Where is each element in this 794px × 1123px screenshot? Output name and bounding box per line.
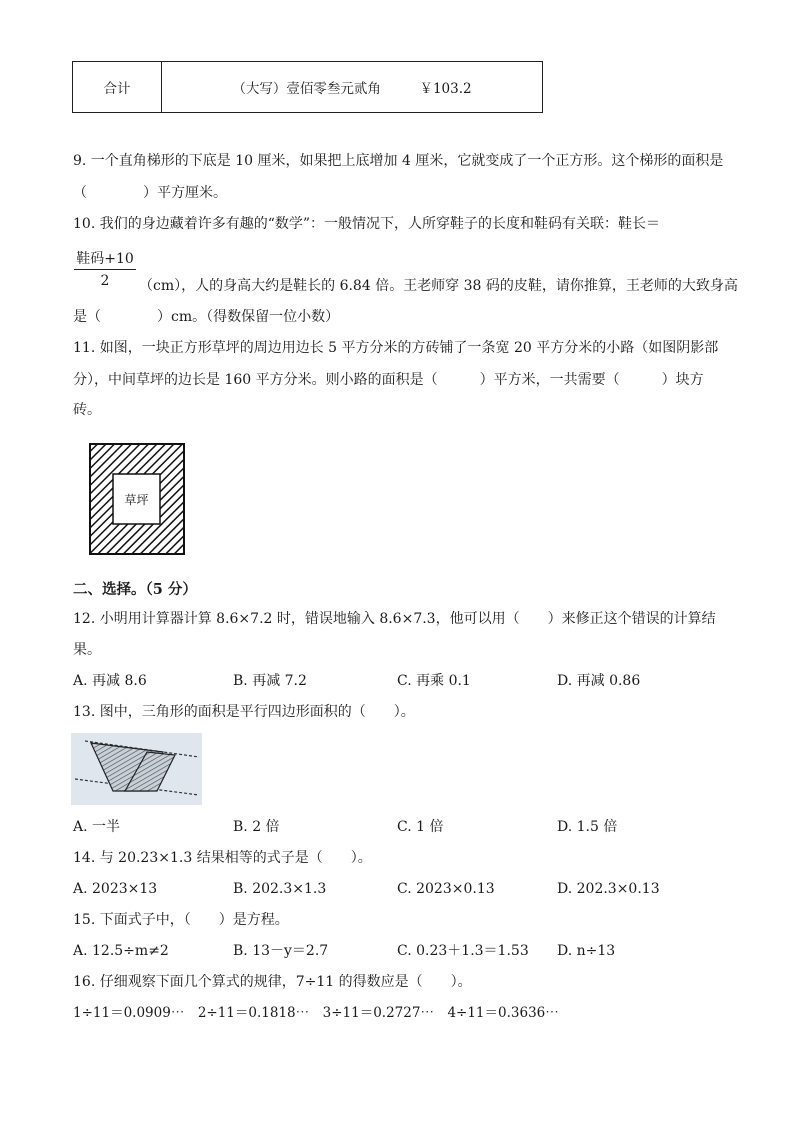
q12-option-b[interactable]: B. 再减 7.2 (233, 673, 307, 689)
q11-line2: 分），中间草坪的边长是 160 平方分米。则小路的面积是（ ）平方米，一共需要（ ）块方 (73, 372, 704, 388)
q9-line1: 9. 一个直角梯形的下底是 10 厘米，如果把上底增加 4 厘米，它就变成了一个正方形。这个梯形的面积是 (73, 153, 724, 169)
q16-line1: 16. 仔细观察下面几个算式的规律，7÷11 的得数应是（ ）。 (73, 974, 472, 990)
q13-line1: 13. 图中，三角形的面积是平行四边形面积的（ ）。 (73, 704, 415, 720)
fraction-bar (74, 269, 136, 270)
total-amount-cell (162, 62, 543, 113)
q9-line2: （ ）平方厘米。 (73, 185, 227, 201)
q12-line1: 12. 小明用计算器计算 8.6×7.2 时，错误地输入 8.6×7.3，他可以用（ ）来修正这个错误的计算结 (73, 611, 716, 627)
q12-line2: 果。 (73, 642, 101, 658)
q15-option-d[interactable]: D. n÷13 (557, 943, 616, 959)
total-label: 合计 (73, 62, 162, 113)
fraction-numerator: 鞋码+10 (76, 251, 134, 267)
total-amount-words: （大写）壹佰零叁元贰角 (232, 81, 381, 97)
section-2-title: 二、选择。（5 分） (73, 581, 197, 598)
q16-line2: 1÷11＝0.0909⋯ 2÷11＝0.1818⋯ 3÷11＝0.2727⋯ 4÷11＝0.3636⋯ (73, 1005, 559, 1021)
shoe-length-fraction (74, 250, 136, 290)
triangle-parallelogram-figure (71, 733, 202, 805)
q13-option-b[interactable]: B. 2 倍 (233, 819, 280, 835)
q14-line1: 14. 与 20.23×1.3 结果相等的式子是（ ）。 (73, 850, 372, 866)
q14-option-d[interactable]: D. 202.3×0.13 (557, 881, 660, 897)
q13-option-c[interactable]: C. 1 倍 (397, 819, 444, 835)
q15-line1: 15. 下面式子中，（ ）是方程。 (73, 912, 289, 928)
q12-option-a[interactable]: A. 再减 8.6 (73, 673, 147, 689)
q10-line1: 10. 我们的身边藏着许多有趣的“数学”：一般情况下，人所穿鞋子的长度和鞋码有关联：鞋长＝ (73, 216, 661, 232)
total-amount-number: ￥103.2 (419, 81, 472, 97)
lawn-label: 草坪 (124, 493, 149, 507)
q14-option-c[interactable]: C. 2023×0.13 (397, 881, 495, 897)
q15-option-c[interactable]: C. 0.23＋1.3＝1.53 (397, 943, 529, 959)
q11-line3: 砖。 (73, 402, 101, 418)
q12-option-d[interactable]: D. 再减 0.86 (557, 673, 641, 689)
q10-line2: （cm），人的身高大约是鞋长的 6.84 倍。王老师穿 38 码的皮鞋，请你推算，王老师的大致身高 (139, 278, 738, 294)
q15-option-b[interactable]: B. 13－y＝2.7 (233, 943, 329, 959)
q15-option-a[interactable]: A. 12.5÷m≠2 (73, 943, 169, 959)
q12-option-c[interactable]: C. 再乘 0.1 (397, 673, 471, 689)
fraction-denominator: 2 (100, 273, 110, 289)
q14-option-b[interactable]: B. 202.3×1.3 (233, 881, 327, 897)
q14-option-a[interactable]: A. 2023×13 (73, 881, 158, 897)
q11-line1: 11. 如图，一块正方形草坪的周边用边长 5 平方分米的方砖铺了一条宽 20 平方分米的小路（如图阴影部 (73, 340, 719, 356)
q10-line3: 是（ ）cm。（得数保留一位小数） (73, 309, 340, 325)
total-table (72, 61, 543, 113)
q13-option-a[interactable]: A. 一半 (73, 819, 121, 835)
lawn-path-figure (89, 443, 185, 555)
q13-option-d[interactable]: D. 1.5 倍 (557, 819, 618, 835)
